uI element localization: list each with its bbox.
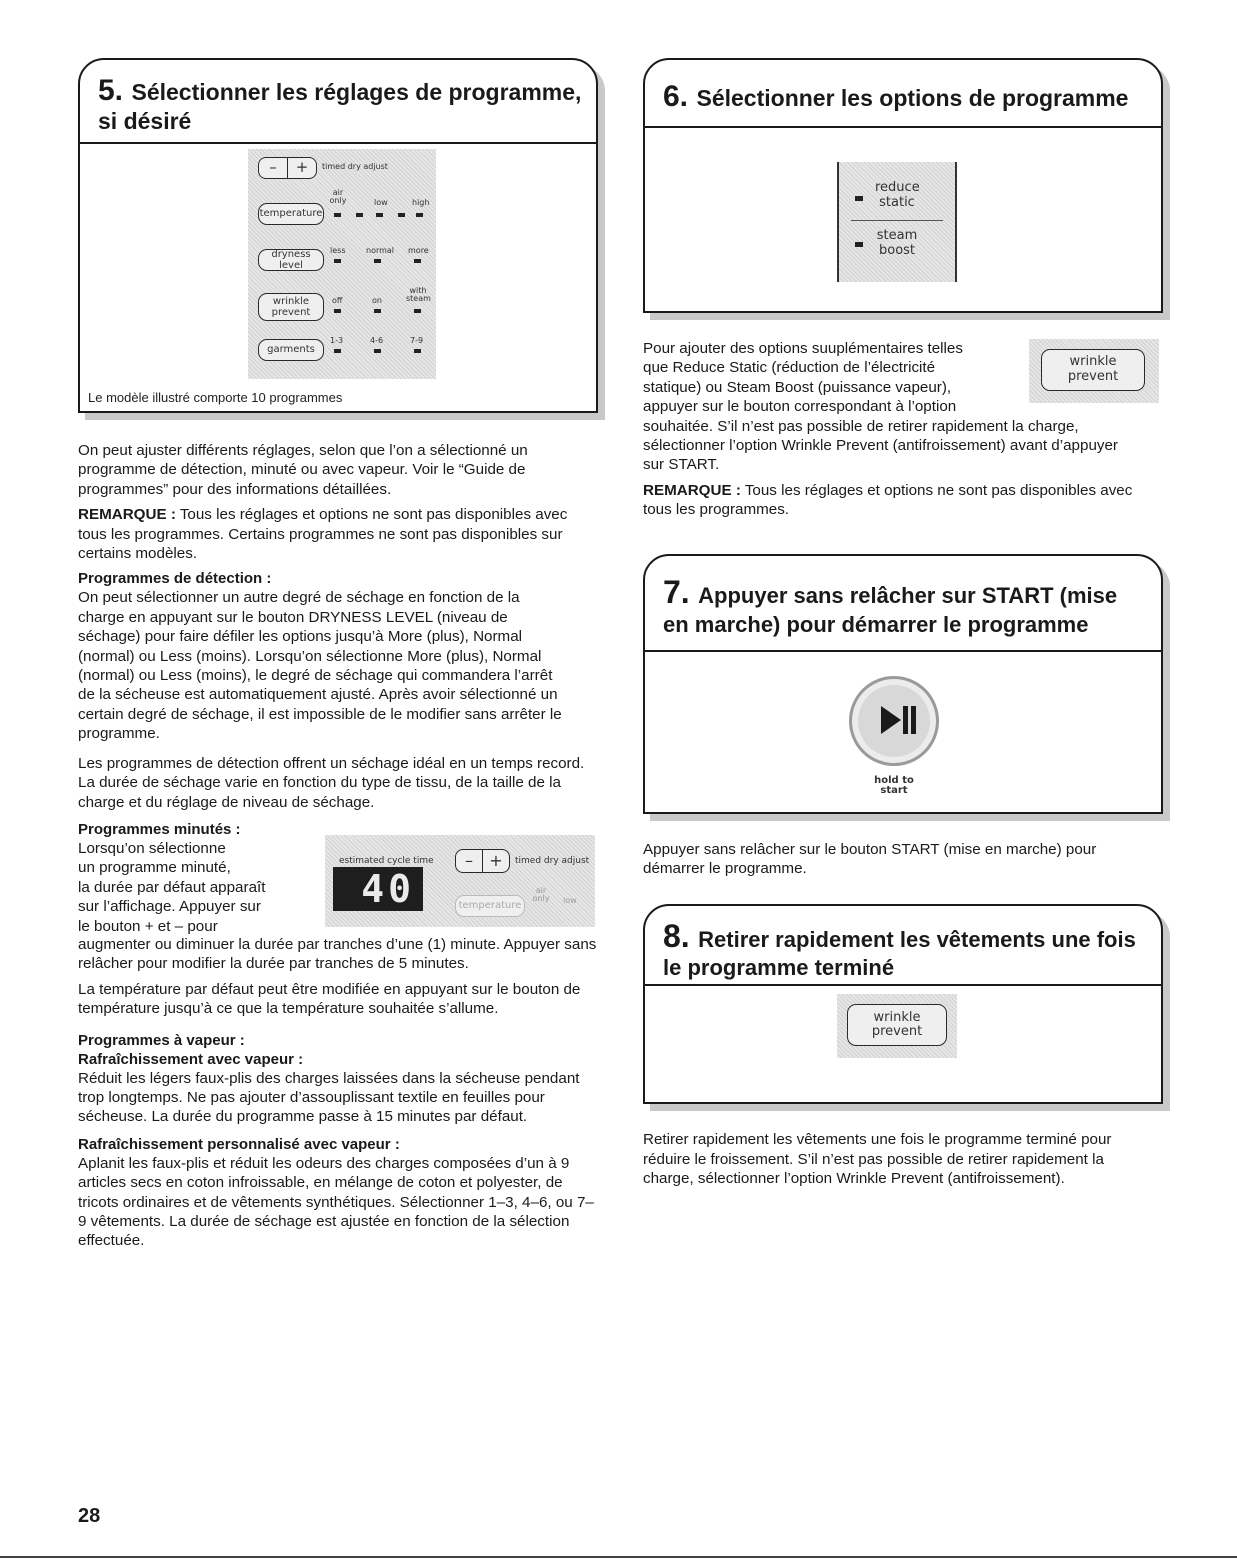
sensor-paragraph-2: Les programmes de détection offrent un séchage idéal en un temps record. La durée de séchage varie en fonction du type de tissu, de la taille de la charge et du réglage de niveau de séchage.	[78, 754, 585, 811]
step-5-header	[80, 60, 596, 144]
wrinkle-prevent-illustration	[1029, 339, 1159, 403]
step-8-box	[643, 904, 1163, 1104]
plus-button: +	[287, 157, 317, 179]
timed-line-2: un programme minuté,	[78, 859, 231, 877]
dryness-indicator	[374, 259, 381, 263]
steam-sub-heading-1: Rafraîchissement avec vapeur :	[78, 1050, 304, 1068]
timed-line-1: Lorsqu’on sélectionne	[78, 839, 226, 857]
left-column	[78, 58, 598, 1257]
step-8-number: 8.	[663, 918, 690, 955]
step-5-body	[80, 144, 596, 411]
temp-indicator	[416, 213, 423, 217]
step-6-remark-text: Tous les réglages et options ne sont pas disponibles avec tous les programmes.	[643, 481, 1133, 519]
dryness-normal-label: normal	[366, 246, 395, 255]
reduce-static-indicator	[855, 196, 863, 201]
wrinkle-indicator	[374, 309, 381, 313]
step-7-title: Appuyer sans relâcher sur START (mise en marche) pour démarrer le programme	[663, 582, 1118, 637]
minus-button: –	[258, 157, 288, 179]
timed-heading: Programmes minutés :	[78, 820, 241, 838]
step-5-title: Sélectionner les réglages de programme, si désiré	[98, 79, 582, 134]
right-column	[643, 58, 1163, 1195]
options-panel-illustration	[837, 162, 957, 282]
step-6-header	[645, 60, 1161, 128]
timed-block	[78, 839, 598, 935]
step-7-number: 7.	[663, 573, 690, 610]
start-button-illustration	[849, 676, 939, 766]
wrinkle-off-label: off	[332, 296, 343, 305]
step-6-remark	[643, 481, 1163, 520]
garments-4-6-label: 4-6	[370, 336, 384, 345]
timed-line-5: le bouton + et – pour	[78, 917, 218, 935]
dryness-indicator	[414, 259, 421, 263]
temp-indicator	[334, 213, 341, 217]
temp-indicator	[376, 213, 383, 217]
timer-plus-button: +	[482, 849, 510, 873]
dryness-level-button: dryness level	[258, 249, 324, 271]
page-number: 28	[78, 1505, 101, 1527]
step-8-header	[645, 906, 1161, 986]
wrinkle-prevent-button: wrinkle prevent	[258, 293, 324, 321]
step-6-text	[643, 339, 1163, 520]
timed-line-4: sur l’affichage. Appuyer sur	[78, 898, 261, 916]
step-8-title: Retirer rapidement les vêtements une fois le programme terminé	[663, 927, 1136, 981]
step-7-body	[645, 652, 1161, 812]
play-pause-icon	[849, 676, 939, 766]
dryness-more-label: more	[408, 246, 429, 255]
step-5-box	[78, 58, 598, 413]
step-6-title: Sélectionner les options de programme	[696, 85, 1129, 111]
garments-indicator	[414, 349, 421, 353]
step-7-box	[643, 554, 1163, 814]
timer-panel-illustration	[325, 835, 595, 927]
temp-indicator	[398, 213, 405, 217]
remark-paragraph	[78, 505, 598, 563]
remark-text: Tous les réglages et options ne sont pas disponibles avec tous les programmes. Certains programmes ne sont pas disponibles sur certains modèles.	[78, 506, 568, 563]
step-5-number: 5.	[98, 74, 124, 107]
steam-boost-label: steam boost	[876, 228, 918, 258]
bottom-rule	[0, 1556, 1237, 1558]
steam-paragraph-1: Réduit les légers faux-plis des charges laissées dans la sécheuse pendant trop longtemps. Ne pas ajouter d’assouplissant textile en feuilles pour sécheuse. La durée du programme passe à 15 minutes par défaut.	[78, 1069, 580, 1126]
step-6-box	[643, 58, 1163, 313]
steam-heading: Programmes à vapeur :	[78, 1031, 245, 1049]
step-8-body	[645, 986, 1161, 1104]
step-6-line-4: appuyer sur le bouton correspondant à l’option	[643, 398, 957, 416]
timer-temperature-button: temperature	[455, 895, 525, 917]
garments-button: garments	[258, 339, 324, 361]
dryness-indicator	[334, 259, 341, 263]
steam-sub-heading-2: Rafraîchissement personnalisé avec vapeur :	[78, 1135, 400, 1153]
step-7-text: Appuyer sans relâcher sur le bouton START (mise en marche) pour démarrer le programme.	[643, 840, 1097, 878]
temp-indicator	[356, 213, 363, 217]
remark-label: REMARQUE :	[78, 506, 176, 524]
timed-dry-adjust-label: timed dry adjust	[322, 162, 388, 171]
time-display	[333, 867, 423, 911]
temp-low-label: low	[374, 198, 388, 207]
options-divider	[851, 220, 943, 221]
left-text	[78, 441, 598, 1251]
wrinkle-prevent-button-8: wrinkle prevent	[847, 1004, 947, 1046]
step-6-line-2: que Reduce Static (réduction de l’électricité	[643, 359, 936, 377]
step-6-number: 6.	[663, 80, 689, 113]
step-8-text: Retirer rapidement les vêtements une fois le programme terminé pour réduire le froissement. S’il n’est pas possible de retirer rapidement la charge, sélectionner l’option Wrinkle Prevent (antifroissement).	[643, 1131, 1112, 1188]
sensor-heading: Programmes de détection :	[78, 570, 272, 588]
steam-paragraph-2: Aplanit les faux-plis et réduit les odeurs des charges composées d’un à 9 articles secs en coton infroissable, en mélange de coton et polyester, de tricots ordinaires et de vêtements synthétiques. Sélectionner 1–3, 4–6, ou 7–9 vêtements. La durée de séchage est ajustée en fonction de la sélection effectuée.	[78, 1154, 594, 1250]
garments-7-9-label: 7-9	[410, 336, 424, 345]
garments-indicator	[334, 349, 341, 353]
step-6-line-3: statique) ou Steam Boost (puissance vapeur),	[643, 378, 952, 396]
step-6-line-1: Pour ajouter des options suuplémentaires telles	[643, 340, 963, 357]
wrinkle-on-label: on	[372, 296, 382, 305]
temp-air-only-label: air only	[329, 188, 347, 206]
intro-paragraph: On peut ajuster différents réglages, selon que l’on a sélectionné un programme de détection, minuté ou avec vapeur. Voir le “Guide de programmes” pour des informations détaillées.	[78, 442, 528, 498]
step-6-paragraph-rest: souhaitée. S’il n’est pas possible de retirer rapidement la charge, sélectionner l’option Wrinkle Prevent (antifroissement) avant d’appuyer sur START.	[643, 417, 1118, 474]
wrinkle-with-steam-label: with steam	[406, 286, 431, 304]
time-display-value: 40	[361, 866, 415, 911]
step-6-body	[645, 128, 1161, 311]
steam-boost-indicator	[855, 242, 863, 247]
step-5-caption: Le modèle illustré comporte 10 programmes	[88, 390, 343, 405]
timer-minus-button: –	[455, 849, 483, 873]
dryness-less-label: less	[330, 246, 346, 255]
timer-air-only-label: air only	[532, 885, 550, 904]
timed-paragraph-rest: augmenter ou diminuer la durée par tranches d’une (1) minute. Appuyer sans relâcher pour modifier la durée par tranches de 5 minutes.	[78, 935, 597, 973]
step-7-header	[645, 556, 1161, 652]
hold-to-start-label: hold to start	[874, 774, 914, 797]
garments-1-3-label: 1-3	[330, 336, 344, 345]
estimated-cycle-time-label: estimated cycle time	[339, 855, 434, 866]
wrinkle-prevent-button: wrinkle prevent	[1041, 349, 1145, 391]
timer-low-label: low	[563, 895, 577, 905]
step-6-remark-label: REMARQUE :	[643, 481, 741, 499]
timer-timed-dry-adjust-label: timed dry adjust	[515, 855, 590, 866]
wrinkle-prevent-panel-8	[837, 994, 957, 1058]
timed-line-3: la durée par défaut apparaît	[78, 878, 266, 896]
reduce-static-label: reduce static	[875, 180, 920, 210]
temp-high-label: high	[412, 198, 430, 207]
garments-indicator	[374, 349, 381, 353]
temperature-button: temperature	[258, 203, 324, 225]
wrinkle-indicator	[334, 309, 341, 313]
timed-paragraph-2: La température par défaut peut être modifiée en appuyant sur le bouton de température jusqu’à ce que la température souhaitée s’allume.	[78, 980, 581, 1018]
sensor-paragraph-1: On peut sélectionner un autre degré de séchage en fonction de la charge en appuyant sur le bouton DRYNESS LEVEL (niveau de séchage) pour faire défiler les options jusqu’à More (plus), Normal (normal) ou Less (moins). Lorsqu’on sélectionne More (plus), Normal (normal) ou Less (moins), le degré de séchage qui commandera l’arrêt de la sécheuse est automatiquement ajusté. Après avoir sélectionné un certain degré de séchage, il est impossible de le modifier sans arrêter le programme.	[78, 589, 562, 743]
wrinkle-indicator	[414, 309, 421, 313]
control-panel-illustration	[248, 149, 436, 379]
